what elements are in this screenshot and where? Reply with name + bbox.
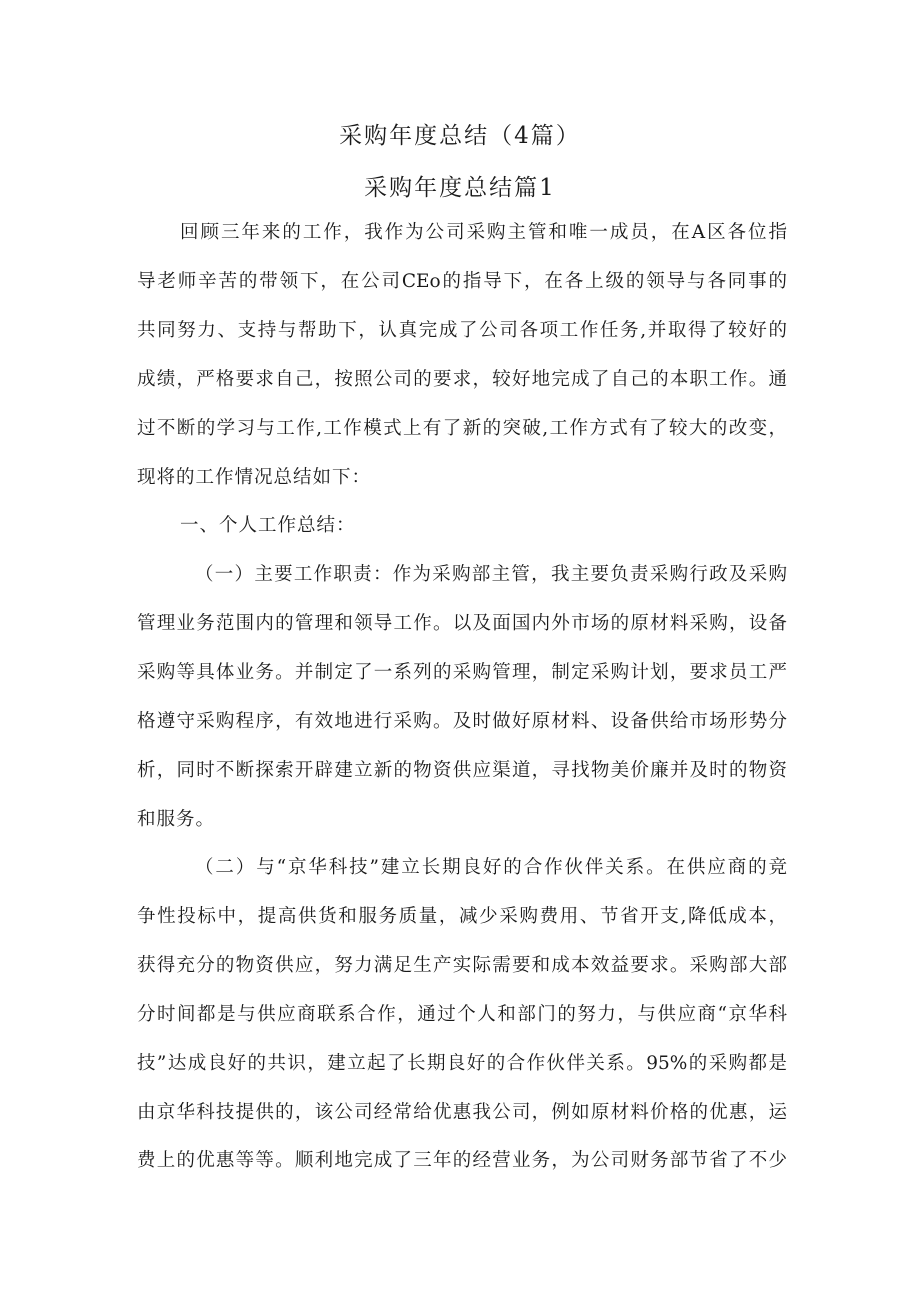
paragraph-1-line-1: 回顾三年来的工作，我作为公司采购主管和唯一成员，在A区各位指 (180, 222, 787, 243)
paragraph-4-line-6: 由京华科技提供的，该公司经常给优惠我公司，例如原材料价格的优惠，运 (137, 1102, 787, 1123)
paragraph-4-line-7: 费上的优惠等等。顺利地完成了三年的经营业务，为公司财务部节省了不少 (137, 1150, 787, 1171)
paragraph-1-line-6: 现将的工作情况总结如下： (137, 467, 372, 488)
paragraph-3-line-6: 和服务。 (137, 809, 216, 830)
section-title: 采购年度总结篇1 (364, 175, 556, 201)
paragraph-3-line-2: 管理业务范围内的管理和领导工作。以及面国内外市场的原材料采购，设备 (137, 613, 787, 634)
paragraph-1-line-3: 共同努力、支持与帮助下，认真完成了公司各项工作任务,并取得了较好的 (137, 320, 787, 341)
paragraph-1-line-4: 成绩，严格要求自己，按照公司的要求，较好地完成了自己的本职工作。通 (137, 369, 787, 390)
paragraph-3-line-5: 析，同时不断探索开辟建立新的物资供应渠道，寻找物美价廉并及时的物资 (137, 760, 787, 781)
paragraph-4-line-1: （二）与“京华科技”建立长期良好的合作伙伴关系。在供应商的竞 (195, 857, 787, 878)
paragraph-3-line-3: 采购等具体业务。并制定了一系列的采购管理，制定采购计划，要求员工严 (137, 662, 787, 683)
paragraph-4-line-3: 获得充分的物资供应，努力满足生产实际需要和成本效益要求。采购部大部 (137, 955, 787, 976)
paragraph-3-line-4: 格遵守采购程序，有效地进行采购。及时做好原材料、设备供给市场形势分 (137, 711, 787, 732)
paragraph-4-line-5: 技”达成良好的共识，建立起了长期良好的合作伙伴关系。95%的采购都是 (137, 1053, 787, 1074)
paragraph-4-line-4: 分时间都是与供应商联系合作，通过个人和部门的努力，与供应商“京华科 (137, 1004, 787, 1025)
paragraph-2-line-1: 一、个人工作总结： (180, 515, 356, 536)
paragraph-1-line-2: 导老师辛苦的带领下，在公司CEo的指导下，在各上级的领导与各同事的 (137, 271, 787, 292)
paragraph-4-line-2: 争性投标中，提高供货和服务质量，减少采购费用、节省开支,降低成本， (137, 906, 787, 927)
paragraph-1-line-5: 过不断的学习与工作,工作模式上有了新的突破,工作方式有了较大的改变， (137, 418, 787, 439)
paragraph-3-line-1: （一）主要工作职责：作为采购部主管，我主要负责采购行政及采购 (195, 564, 787, 585)
document-title: 采购年度总结（4篇） (339, 123, 581, 149)
